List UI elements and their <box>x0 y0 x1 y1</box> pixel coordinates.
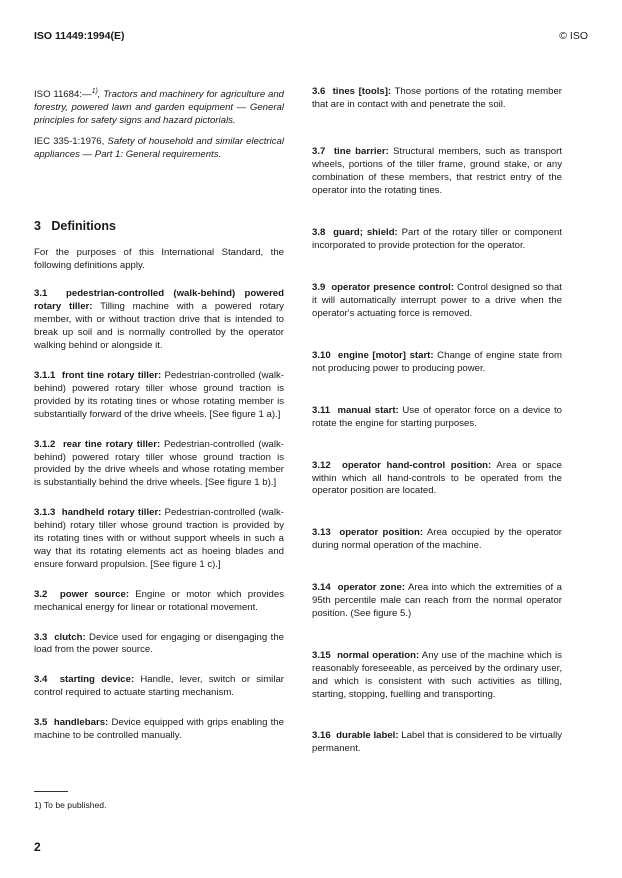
standard-number: ISO 11449:1994(E) <box>34 30 125 42</box>
definition-3-1-3: 3.1.3 handheld rotary tiller: Pedestrian-controlled (walk-behind) rotary tiller whose ground traction is provided by its rotating tines with or without support wheels in such a way that its rotating elements act as hoeing blades and ensure forward propulsion. [See figure 1 c).] <box>34 507 284 570</box>
definition-3-8: 3.8 guard; shield: Part of the rotary tiller or component incorporated to provide protection for the operator. <box>312 227 562 252</box>
definition-3-11: 3.11 manual start: Use of operator force on a device to rotate the engine for starting purposes. <box>312 404 562 429</box>
footnote: 1) To be published. <box>34 800 107 810</box>
page-number: 2 <box>34 840 41 854</box>
definition-3-1-1: 3.1.1 front tine rotary tiller: Pedestrian-controlled (walk-behind) powered rotary tiller whose ground traction is provided by its rotating tines or whose rotating member is substantially forward of the drive wheels. [See figure 1 a).] <box>34 369 284 420</box>
footnote-divider <box>34 791 68 792</box>
definition-3-7: 3.7 tine barrier: Structural members, such as transport wheels, portions of the tiller frame, ground stake, or any combination of these members, that restrict entry of the operator into the rotating tines. <box>312 145 562 196</box>
definition-3-13: 3.13 operator position: Area occupied by the operator during normal operation of the machine. <box>312 527 562 552</box>
left-column <box>34 86 284 743</box>
definition-3-3: 3.3 clutch: Device used for engaging or disengaging the load from the power source. <box>34 631 284 656</box>
definition-3-4: 3.4 starting device: Handle, lever, switch or similar control required to actuate starting mechanism. <box>34 674 284 699</box>
definition-3-1: 3.1 pedestrian-controlled (walk-behind) powered rotary tiller: Tilling machine with a powered rotary member, with or without traction drive that is intended to break up soil and is normally controlled by the operator walking behind or alongside it. <box>34 288 284 352</box>
definition-3-6: 3.6 tines [tools]: Those portions of the rotating member that are in contact with and penetrate the soil. <box>312 86 562 110</box>
reference-iso-11684: ISO 11684:—$^{1)}$, Tractors and machinery for agriculture and forestry, powered lawn and garden equipment — General principles for safety signs and hazard pictorials. <box>34 88 284 126</box>
definition-3-14: 3.14 operator zone: Area into which the extremities of a 95th percentile male can reach from the normal operator position. (See figure 5.) <box>312 582 562 619</box>
section-heading: 3 Definitions <box>34 218 116 233</box>
definition-3-2: 3.2 power source: Engine or motor which provides mechanical energy for linear or rotational movement. <box>34 588 285 613</box>
definition-3-15: 3.15 normal operation: Any use of the machine which is reasonably foreseeable, as perceived by the ordinary user, and which is consistent with such activities as tilling, starting, stopping, fuelling and transporting. <box>312 649 562 700</box>
definition-3-5: 3.5 handlebars: Device equipped with grips enabling the machine to be controlled manually. <box>34 717 284 742</box>
definition-3-16: 3.16 durable label: Label that is considered to be virtually permanent. <box>312 730 563 755</box>
right-column <box>312 86 562 756</box>
definition-3-9: 3.9 operator presence control: Control designed so that it will automatically interrupt power to a drive when the operator's actuating force is removed. <box>312 282 562 320</box>
definition-3-10: 3.10 engine [motor] start: Change of engine state from not producing power to producing power. <box>312 349 562 374</box>
copyright-mark: © ISO <box>559 30 588 42</box>
reference-iec-335: IEC 335-1:1976, Safety of household and similar electrical appliances — Part 1: General requirements. <box>34 135 284 160</box>
definition-3-12: 3.12 operator hand-control position: Area or space within which all hand-controls to be operated from the operator position are located. <box>312 459 562 497</box>
section-intro: For the purposes of this International Standard, the following definitions apply. <box>34 246 284 271</box>
definition-3-1-2: 3.1.2 rear tine rotary tiller: Pedestrian-controlled (walk-behind) powered rotary tiller whose ground traction is provided by the drive wheels and whose rotating member is substantially behind the drive wheels. [See figure 1 b).] <box>34 438 284 489</box>
